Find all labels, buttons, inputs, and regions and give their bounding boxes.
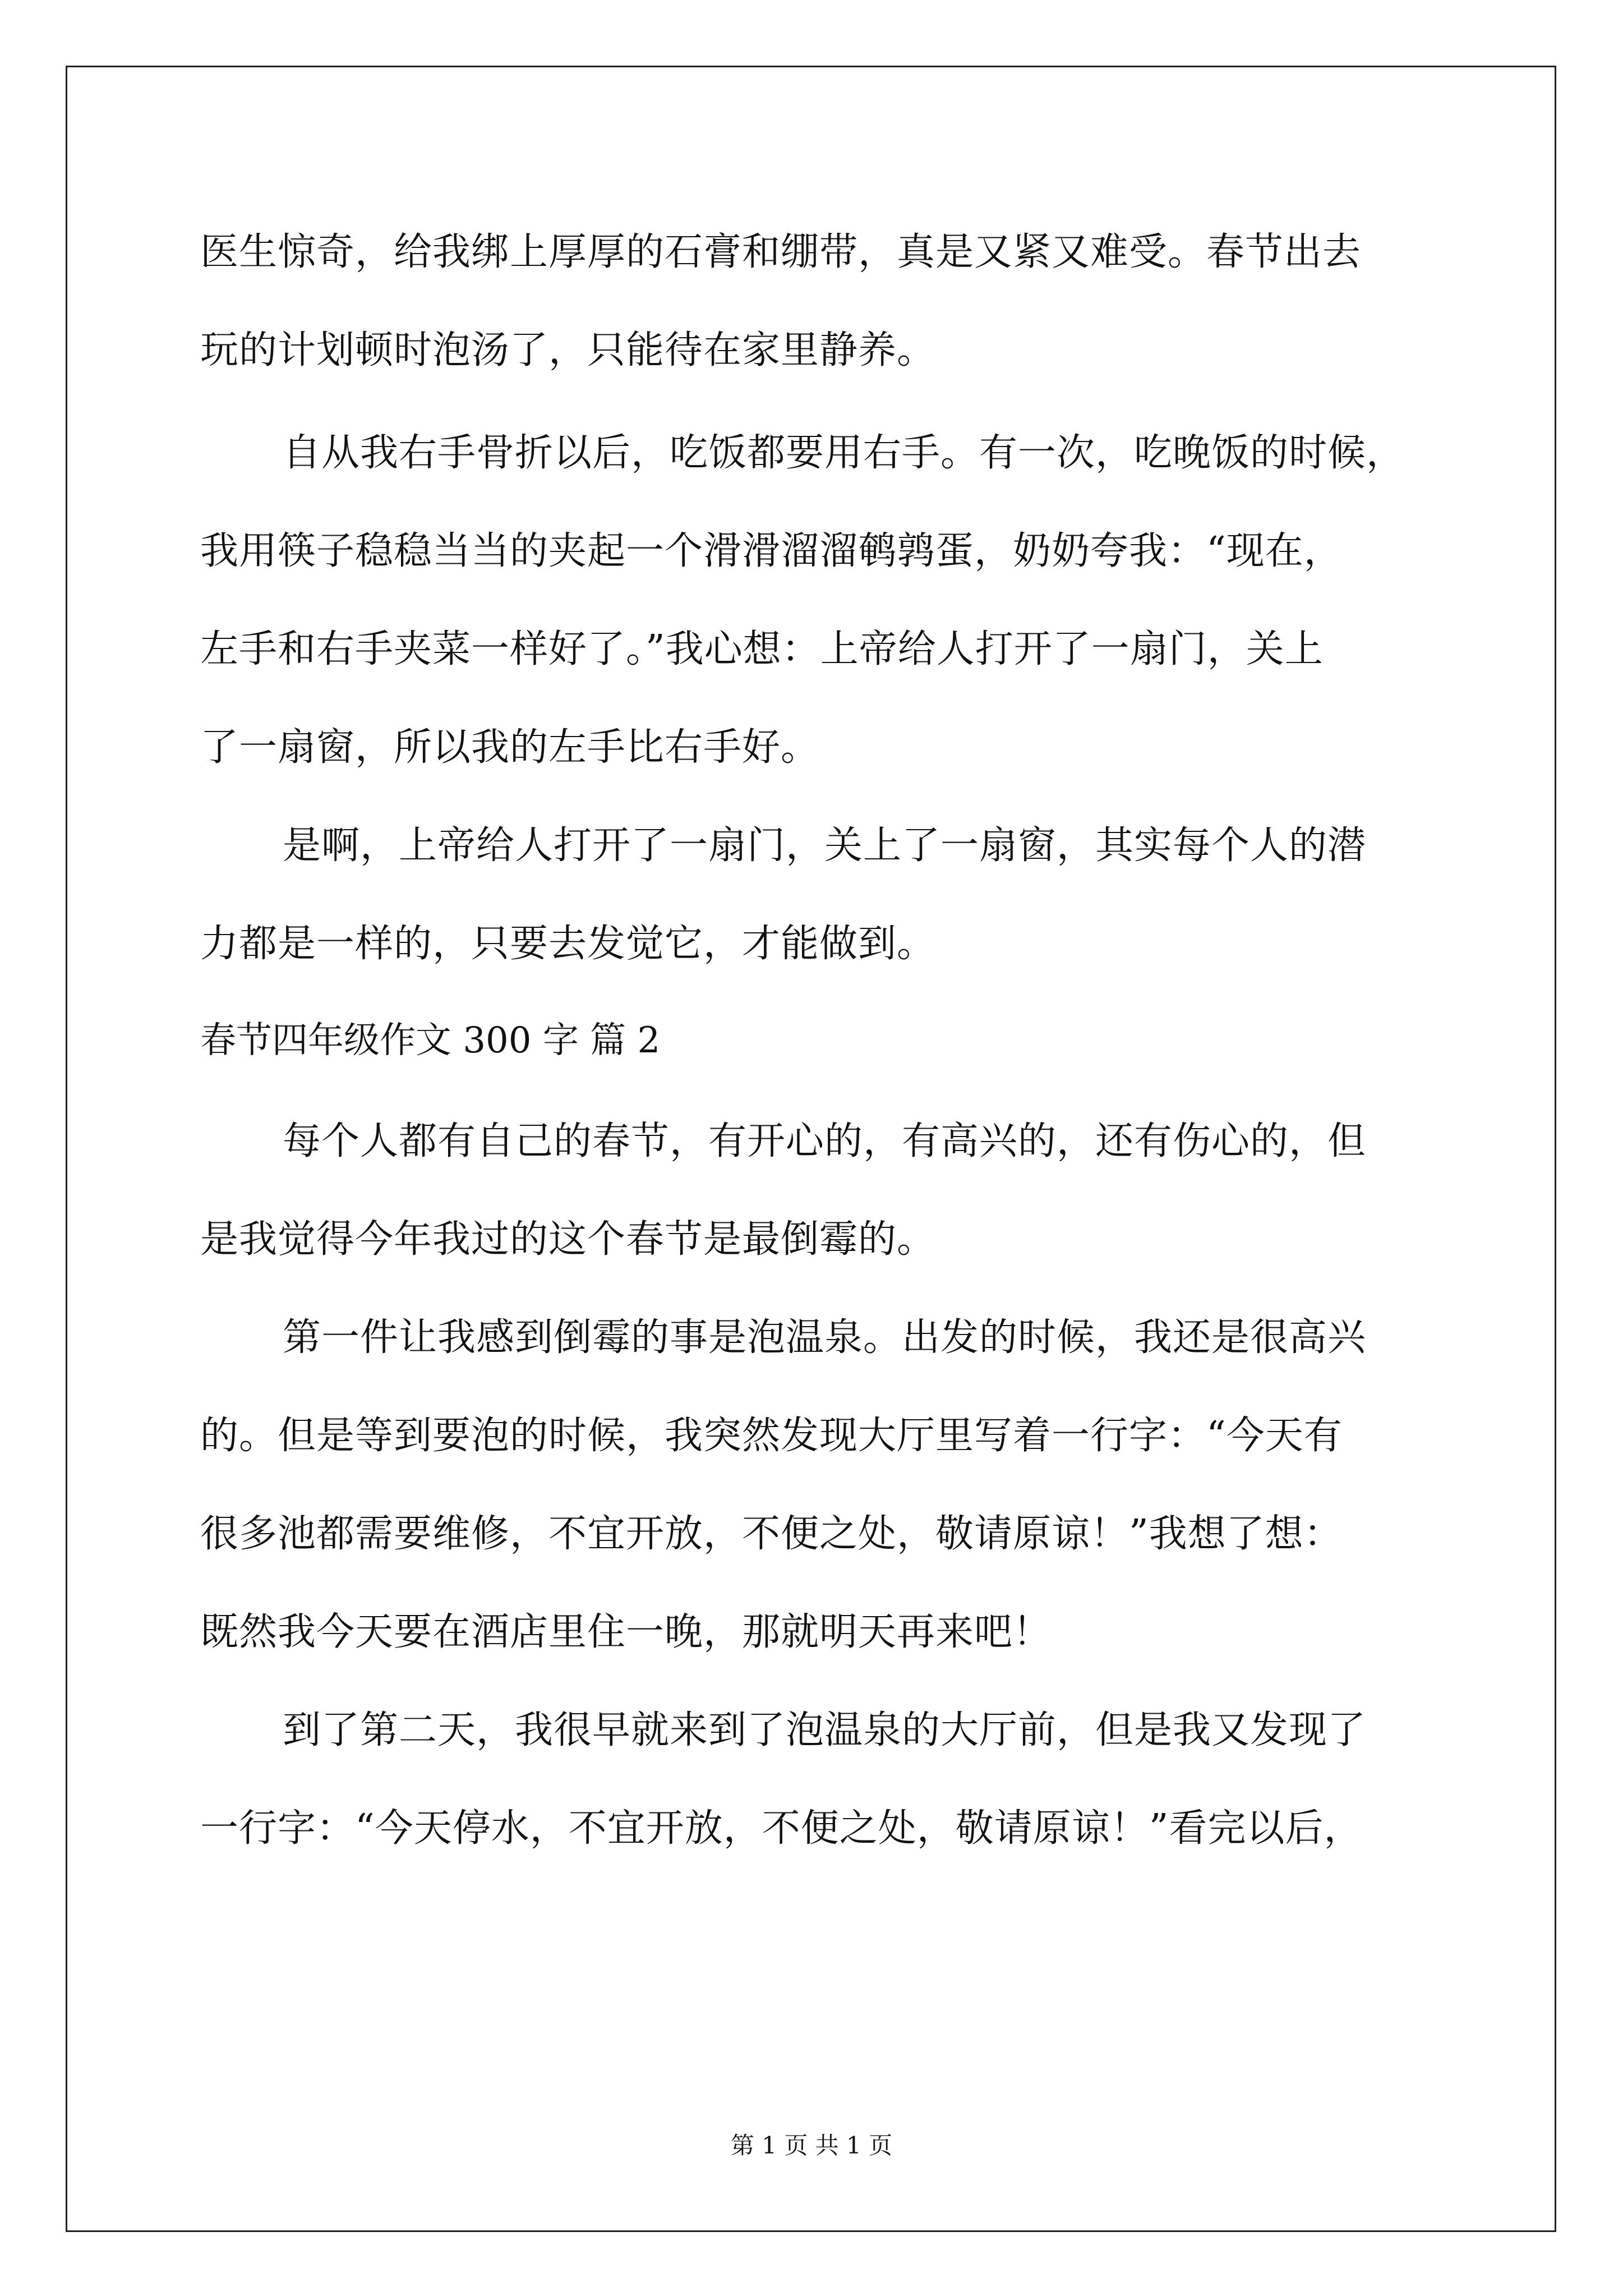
paragraph-line: 是我觉得今年我过的这个春节是最倒霉的。 — [200, 1217, 936, 1262]
section-heading: 春节四年级作文 300 字 篇 2 — [200, 1020, 661, 1061]
paragraph-line: 我用筷子稳稳当当的夹起一个滑滑溜溜鹌鹑蛋，奶奶夸我：“现在， — [200, 529, 1343, 573]
paragraph-first-line: 自从我右手骨折以后，吃饭都要用右手。有一次，吃晚饭的时候， — [283, 431, 1405, 475]
paragraph-first-line: 是啊，上帝给人打开了一扇门，关上了一扇窗，其实每个人的潜 — [283, 823, 1367, 868]
paragraph-line: 玩的计划顿时泡汤了，只能待在家里静养。 — [200, 328, 936, 372]
paragraph-line: 一行字：“今天停水，不宜开放，不便之处，敬请原谅！”看完以后， — [200, 1806, 1363, 1851]
paragraph-line: 左手和右手夹菜一样好了。”我心想：上帝给人打开了一扇门，关上 — [200, 627, 1324, 671]
paragraph-line: 很多池都需要维修，不宜开放，不便之处，敬请原谅！”我想了想： — [200, 1512, 1343, 1556]
paragraph-line: 的。但是等到要泡的时候，我突然发现大厅里写着一行字：“今天有 — [200, 1414, 1343, 1458]
paragraph-line: 了一扇窗，所以我的左手比右手好。 — [200, 725, 820, 770]
page-number-footer: 第 1 页 共 1 页 — [730, 2132, 893, 2159]
paragraph-first-line: 每个人都有自己的春节，有开心的，有高兴的，还有伤心的，但 — [283, 1119, 1367, 1163]
paragraph-first-line: 第一件让我感到倒霉的事是泡温泉。出发的时候，我还是很高兴 — [283, 1315, 1367, 1360]
paragraph-line: 既然我今天要在酒店里住一晚，那就明天再来吧！ — [200, 1610, 1052, 1654]
paragraph-line: 医生惊奇，给我绑上厚厚的石膏和绷带，真是又紧又难受。春节出去 — [200, 230, 1362, 274]
paragraph-line: 力都是一样的，只要去发觉它，才能做到。 — [200, 922, 936, 966]
paragraph-first-line: 到了第二天，我很早就来到了泡温泉的大厅前，但是我又发现了 — [283, 1708, 1367, 1752]
